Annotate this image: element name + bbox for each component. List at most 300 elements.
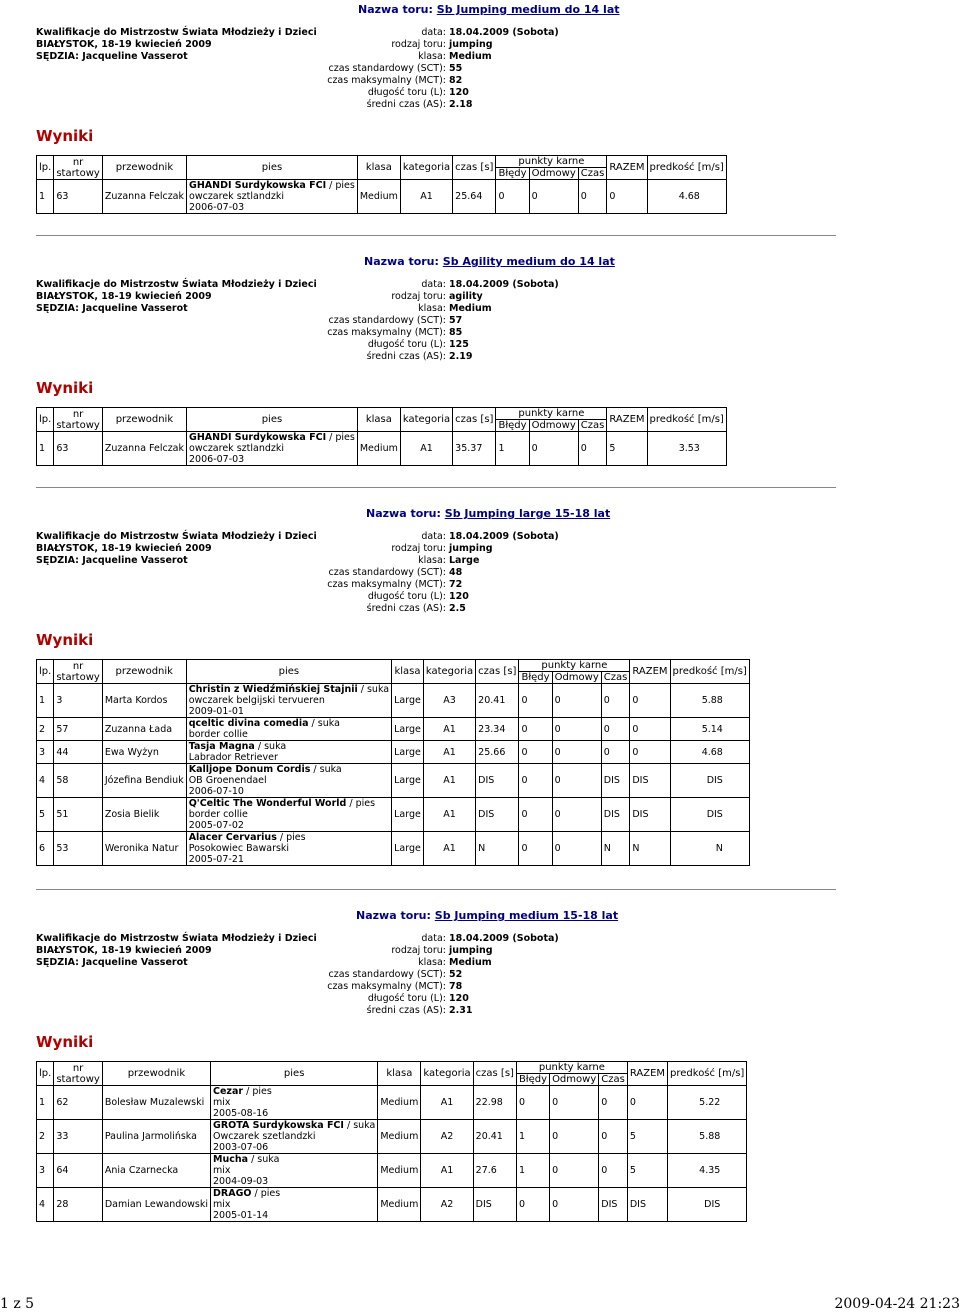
cell-category: A1 (423, 798, 475, 832)
cell-class: Large (392, 684, 424, 718)
cell-start-number: 33 (54, 1120, 103, 1154)
results-heading: Wyniki (36, 1033, 94, 1051)
results-heading: Wyniki (36, 631, 94, 649)
cell-class: Large (392, 798, 424, 832)
cell-start-number: 64 (54, 1154, 103, 1188)
cell-time-faults: 0 (599, 1086, 628, 1120)
cell-start-number: 62 (54, 1086, 103, 1120)
dog-name: Q'Celtic The Wonderful World (188, 798, 347, 809)
cell-lp: 1 (37, 180, 54, 214)
col-header-faults: Błędy (496, 168, 529, 180)
col-header-class: klasa (357, 156, 400, 180)
results-table (36, 1061, 747, 1222)
dog-birth-date: 2005-01-14 (213, 1210, 269, 1221)
dog-birth-date: 2006-07-03 (189, 202, 245, 213)
dog-breed: border collie (188, 809, 248, 820)
col-header-time: czas [s] (473, 1062, 516, 1086)
cell-faults: 0 (519, 684, 552, 718)
dog-name: Tasja Magna (188, 741, 255, 752)
col-header-penalties: punkty karne (519, 660, 630, 672)
event-header (36, 531, 317, 567)
cell-faults: 0 (516, 1188, 549, 1222)
cell-class: Large (392, 741, 424, 764)
cell-category: A1 (423, 741, 475, 764)
cell-time: 20.41 (473, 1120, 516, 1154)
event-judge: SĘDZIA: Jacqueline Vasserot (36, 555, 188, 566)
dog-sex: suka (353, 1120, 376, 1131)
col-header-refusals: Odmowy (550, 1074, 599, 1086)
cell-dog (186, 764, 391, 798)
col-header-lp: lp. (37, 660, 54, 684)
section-divider (36, 235, 836, 236)
col-header-nr-line1: nr (72, 1062, 84, 1074)
dog-sex: pies (335, 180, 355, 191)
col-header-time: czas [s] (453, 156, 496, 180)
cell-time: 25.66 (476, 741, 519, 764)
table-row (37, 1188, 747, 1222)
cell-refusals: 0 (552, 718, 601, 741)
col-header-penalties: punkty karne (496, 408, 607, 420)
event-place-date: BIAŁYSTOK, 18-19 kwiecień 2009 (36, 291, 212, 302)
results-table (36, 407, 727, 466)
cell-class: Medium (378, 1086, 421, 1120)
cell-total: 0 (607, 180, 647, 214)
cell-refusals: 0 (529, 432, 578, 466)
cell-handler: Zuzanna Łada (102, 718, 186, 741)
table-row (37, 180, 727, 214)
cell-faults: 0 (519, 718, 552, 741)
dog-breed: Labrador Retriever (188, 752, 278, 763)
col-header-total: RAZEM (607, 408, 647, 432)
dog-breed: OB Groenendael (188, 775, 267, 786)
course-section-1: Nazwa toru: Sb Jumping medium do 14 lat Kwalifikacje do Mistrzostw Świata Młodzieży i Dzieci BIAŁYSTOK, 18-19 kwiecień 2009 SĘDZIA: Jacqueline Vasserot data: 18.04.2009 (Sobota) rodzaj toru: jumping klasa: Medium czas standardowy (SCT): 55 czas maksymalny (MCT): 82 długość toru (L): 120 średni czas (AS): 2.18 Wyniki lp. nr startowy przewodnik pies klasa kategoria czas [s] punkty karne RAZEM predkość [m/s] Błędy Odmowy Czas 1 63 Zuzanna Felczak GHANDI Surdykowska FCI / pies owczarek sztlandzki 2006-07-03 Medium A1 25.64 0 0 0 0 4.68 (36, 0, 836, 235)
dog-sex: suka (317, 718, 340, 729)
results-heading: Wyniki (36, 379, 94, 397)
cell-category: A1 (400, 180, 452, 214)
col-header-faults: Błędy (496, 420, 529, 432)
table-row (37, 1120, 747, 1154)
col-header-dog: pies (187, 156, 358, 180)
cell-class: Medium (357, 180, 400, 214)
cell-total: DIS (630, 798, 670, 832)
cell-faults: 1 (496, 432, 529, 466)
col-header-dog: pies (211, 1062, 378, 1086)
event-judge: SĘDZIA: Jacqueline Vasserot (36, 957, 188, 968)
dog-birth-date: 2005-07-02 (188, 820, 244, 831)
cell-handler: Ewa Wyżyn (102, 741, 186, 764)
course-section-3: Nazwa toru: Sb Jumping large 15-18 lat Kwalifikacje do Mistrzostw Świata Młodzieży i Dzieci BIAŁYSTOK, 18-19 kwiecień 2009 SĘDZIA: Jacqueline Vasserot data: 18.04.2009 (Sobota) rodzaj toru: jumping klasa: Large czas standardowy (SCT): 48 czas maksymalny (MCT): 72 długość toru (L): 120 średni czas (AS): 2.5 Wyniki lp. nr startowy przewodnik pies klasa kategoria czas [s] punkty karne RAZEM predkość [m/s] Błędy Odmowy Czas 1 3 Marta Kordos Christin z Wiedźmińskiej Stajnii / suka owczarek belgijski tervueren 2009-01-01 Large A3 20.41 0 0 0 0 5.88 2 57 Zuzanna Łada qceltic divina comedia / suka border collie Large A1 23.34 0 0 0 0 5.14 3 44 Ewa Wyżyn Tasja Magna / suka Labrador Retriever Large A1 25.66 0 0 0 0 4.68 4 58 Józefina Bendiuk Kalljope Donum Cordis / suka OB Groenendael 2006-07-10 Large A1 DIS 0 0 DIS DIS DIS 5 51 Zosia Bielik Q'Celtic The Wonderful World / pies border collie 2005-07-02 Large A1 DIS 0 0 DIS DIS DIS 6 53 Weronika Natur Alacer Cervarius / pies Posokowiec Bawarski 2005-07-21 Large A1 N 0 0 N N N (36, 504, 836, 904)
col-header-dog: pies (187, 408, 358, 432)
table-row (37, 1086, 747, 1120)
cell-total: 5 (607, 432, 647, 466)
cell-time-faults: 0 (578, 180, 607, 214)
cell-speed: 4.35 (668, 1154, 747, 1188)
cell-time: 22.98 (473, 1086, 516, 1120)
cell-handler: Józefina Bendiuk (102, 764, 186, 798)
col-header-nr-line1: nr (72, 408, 84, 420)
cell-refusals: 0 (529, 180, 578, 214)
results-heading: Wyniki (36, 127, 94, 145)
col-header-time-faults: Czas (578, 168, 607, 180)
cell-time-faults: 0 (599, 1154, 628, 1188)
dog-breed: Owczarek szetlandzki (213, 1131, 316, 1142)
course-title: Nazwa toru: Sb Jumping large 15-18 lat (366, 507, 611, 520)
course-section-4: Nazwa toru: Sb Jumping medium 15-18 lat Kwalifikacje do Mistrzostw Świata Młodzieży i Dzieci BIAŁYSTOK, 18-19 kwiecień 2009 SĘDZIA: Jacqueline Vasserot data: 18.04.2009 (Sobota) rodzaj toru: jumping klasa: Medium czas standardowy (SCT): 52 czas maksymalny (MCT): 78 długość toru (L): 120 średni czas (AS): 2.31 Wyniki lp. nr startowy przewodnik pies klasa kategoria czas [s] punkty karne RAZEM predkość [m/s] Błędy Odmowy Czas 1 62 Bolesław Muzalewski Cezar / pies mix 2005-08-16 Medium A1 22.98 0 0 0 0 5.22 2 33 Paulina Jarmolińska GROTA Surdykowska FCI / suka Owczarek szetlandzki 2003-07-06 Medium A2 20.41 1 0 0 5 5.88 3 64 Ania Czarnecka Mucha / suka mix 2004-09-03 Medium A1 27.6 1 0 0 5 4.35 4 28 Damian Lewandowski DRAGO / pies mix 2005-01-14 Medium A2 DIS 0 0 DIS DIS DIS (36, 906, 836, 1236)
cell-total: DIS (627, 1188, 667, 1222)
col-header-class: klasa (378, 1062, 421, 1086)
course-title: Nazwa toru: Sb Jumping medium 15-18 lat (356, 909, 619, 922)
cell-class: Medium (378, 1120, 421, 1154)
col-header-refusals: Odmowy (529, 168, 578, 180)
table-row (37, 832, 750, 866)
cell-start-number: 63 (54, 180, 103, 214)
dog-name: DRAGO (213, 1188, 252, 1199)
cell-handler: Paulina Jarmolińska (102, 1120, 210, 1154)
table-row (37, 764, 750, 798)
cell-total: 0 (630, 684, 670, 718)
cell-refusals: 0 (550, 1120, 599, 1154)
cell-speed: 4.68 (647, 180, 726, 214)
col-header-speed: predkość [m/s] (670, 660, 749, 684)
cell-lp: 2 (37, 718, 54, 741)
event-place-date: BIAŁYSTOK, 18-19 kwiecień 2009 (36, 543, 212, 554)
cell-refusals: 0 (550, 1188, 599, 1222)
cell-handler: Zosia Bielik (102, 798, 186, 832)
cell-time-faults: 0 (578, 432, 607, 466)
dog-name-line: DRAGO / pies (213, 1188, 281, 1199)
table-row (37, 718, 750, 741)
dog-name-line: Kalljope Donum Cordis / suka (188, 764, 342, 775)
cell-refusals: 0 (552, 741, 601, 764)
col-header-penalties: punkty karne (516, 1062, 627, 1074)
col-header-category: kategoria (400, 156, 452, 180)
event-place-date: BIAŁYSTOK, 18-19 kwiecień 2009 (36, 39, 212, 50)
event-judge: SĘDZIA: Jacqueline Vasserot (36, 51, 188, 62)
course-section-2: Nazwa toru: Sb Agility medium do 14 lat Kwalifikacje do Mistrzostw Świata Młodzieży i Dzieci BIAŁYSTOK, 18-19 kwiecień 2009 SĘDZIA: Jacqueline Vasserot data: 18.04.2009 (Sobota) rodzaj toru: agility klasa: Medium czas standardowy (SCT): 57 czas maksymalny (MCT): 85 długość toru (L): 125 średni czas (AS): 2.19 Wyniki lp. nr startowy przewodnik pies klasa kategoria czas [s] punkty karne RAZEM predkość [m/s] Błędy Odmowy Czas 1 63 Zuzanna Felczak GHANDI Surdykowska FCI / pies owczarek sztlandzki 2006-07-03 Medium A1 35.37 1 0 0 5 3.53 (36, 252, 836, 487)
cell-faults: 0 (519, 832, 552, 866)
dog-birth-date: 2006-07-10 (188, 786, 244, 797)
col-header-time-faults: Czas (599, 1074, 628, 1086)
dog-name-line: Q'Celtic The Wonderful World / pies (188, 798, 376, 809)
col-header-nr-line1: nr (72, 660, 84, 672)
col-header-nr (54, 1062, 103, 1086)
col-header-lp: lp. (37, 408, 54, 432)
dog-name-line: GHANDI Surdykowska FCI / pies (189, 432, 355, 443)
dog-breed: owczarek sztlandzki (189, 191, 284, 202)
event-header (36, 933, 317, 969)
dog-birth-date: 2005-07-21 (188, 854, 244, 865)
event-name: Kwalifikacje do Mistrzostw Świata Młodzieży i Dzieci (36, 27, 317, 38)
cell-category: A1 (423, 718, 475, 741)
cell-handler: Marta Kordos (102, 684, 186, 718)
cell-dog (186, 798, 391, 832)
table-row (37, 684, 750, 718)
col-header-category: kategoria (423, 660, 475, 684)
col-header-handler: przewodnik (102, 156, 186, 180)
dog-breed: mix (213, 1165, 231, 1176)
cell-lp: 1 (37, 684, 54, 718)
cell-time-faults: 0 (599, 1120, 628, 1154)
course-name-link[interactable]: Sb Jumping large 15-18 lat (444, 507, 611, 520)
dog-name: GROTA Surdykowska FCI (213, 1120, 344, 1131)
cell-speed: N (670, 832, 749, 866)
cell-category: A1 (421, 1086, 473, 1120)
table-row (37, 741, 750, 764)
dog-name: Alacer Cervarius (188, 832, 277, 843)
dog-birth-date: 2005-08-16 (213, 1108, 269, 1119)
cell-speed: 3.53 (647, 432, 726, 466)
cell-handler: Zuzanna Felczak (102, 180, 186, 214)
event-name: Kwalifikacje do Mistrzostw Świata Młodzieży i Dzieci (36, 279, 317, 290)
event-judge: SĘDZIA: Jacqueline Vasserot (36, 303, 188, 314)
cell-faults: 0 (496, 180, 529, 214)
dog-name-line: Mucha / suka (213, 1154, 280, 1165)
dog-name: Mucha (213, 1154, 249, 1165)
dog-name: qceltic divina comedia (188, 718, 309, 729)
cell-start-number: 3 (54, 684, 103, 718)
cell-refusals: 0 (552, 764, 601, 798)
dog-name: GHANDI Surdykowska FCI (189, 180, 327, 191)
col-header-nr (54, 660, 103, 684)
dog-breed: mix (213, 1097, 231, 1108)
col-header-nr-line2: startowy (56, 671, 100, 683)
cell-speed: DIS (670, 764, 749, 798)
col-header-dog: pies (186, 660, 391, 684)
col-header-total: RAZEM (627, 1062, 667, 1086)
cell-time-faults: 0 (601, 741, 630, 764)
cell-faults: 0 (519, 764, 552, 798)
col-header-handler: przewodnik (102, 408, 186, 432)
cell-time: DIS (473, 1188, 516, 1222)
cell-total: N (630, 832, 670, 866)
cell-refusals: 0 (550, 1154, 599, 1188)
col-header-total: RAZEM (607, 156, 647, 180)
col-header-nr (54, 408, 103, 432)
cell-dog (211, 1188, 378, 1222)
cell-time-faults: DIS (599, 1188, 628, 1222)
col-header-time: czas [s] (476, 660, 519, 684)
cell-dog (186, 718, 391, 741)
results-table (36, 659, 750, 866)
footer-timestamp: 2009-04-24 21:23 (834, 1296, 960, 1312)
cell-time-faults: DIS (601, 764, 630, 798)
cell-start-number: 44 (54, 741, 103, 764)
cell-dog (211, 1120, 378, 1154)
table-row (37, 798, 750, 832)
dog-birth-date: 2006-07-03 (189, 454, 245, 465)
cell-lp: 4 (37, 1188, 54, 1222)
cell-lp: 2 (37, 1120, 54, 1154)
cell-category: A1 (423, 764, 475, 798)
section-divider (36, 889, 836, 890)
course-name-link[interactable]: Sb Jumping medium do 14 lat (436, 3, 620, 16)
cell-class: Large (392, 764, 424, 798)
dog-birth-date: 2004-09-03 (213, 1176, 269, 1187)
dog-sex: pies (252, 1086, 272, 1097)
dog-name-line: Cezar / pies (213, 1086, 272, 1097)
cell-start-number: 58 (54, 764, 103, 798)
dog-name: Kalljope Donum Cordis (188, 764, 311, 775)
col-header-nr (54, 156, 103, 180)
cell-total: 0 (627, 1086, 667, 1120)
course-name-link[interactable]: Sb Agility medium do 14 lat (442, 255, 615, 268)
col-header-handler: przewodnik (102, 660, 186, 684)
course-name-link[interactable]: Sb Jumping medium 15-18 lat (434, 909, 619, 922)
dog-sex: suka (264, 741, 287, 752)
cell-refusals: 0 (552, 832, 601, 866)
dog-name: Cezar (213, 1086, 244, 1097)
cell-faults: 0 (519, 798, 552, 832)
cell-dog (211, 1086, 378, 1120)
cell-total: 0 (630, 741, 670, 764)
cell-time: 35.37 (453, 432, 496, 466)
results-table (36, 155, 727, 214)
cell-time: 25.64 (453, 180, 496, 214)
cell-handler: Damian Lewandowski (102, 1188, 210, 1222)
cell-lp: 1 (37, 1086, 54, 1120)
cell-speed: 4.68 (670, 741, 749, 764)
col-header-nr-line2: startowy (56, 1073, 100, 1085)
cell-time: 23.34 (476, 718, 519, 741)
col-header-refusals: Odmowy (529, 420, 578, 432)
cell-class: Medium (378, 1154, 421, 1188)
dog-sex: pies (355, 798, 376, 809)
cell-faults: 0 (516, 1086, 549, 1120)
cell-time-faults: 0 (601, 684, 630, 718)
dog-name-line: GROTA Surdykowska FCI / suka (213, 1120, 376, 1131)
cell-lp: 4 (37, 764, 54, 798)
cell-dog (186, 741, 391, 764)
col-header-faults: Błędy (516, 1074, 549, 1086)
col-header-speed: predkość [m/s] (647, 156, 726, 180)
col-header-class: klasa (357, 408, 400, 432)
cell-category: A2 (421, 1120, 473, 1154)
dog-breed: Posokowiec Bawarski (188, 843, 290, 854)
event-name: Kwalifikacje do Mistrzostw Świata Młodzieży i Dzieci (36, 933, 317, 944)
cell-time-faults: 0 (601, 718, 630, 741)
cell-time: N (476, 832, 519, 866)
cell-category: A1 (423, 832, 475, 866)
dog-name-line: Alacer Cervarius / pies (188, 832, 306, 843)
cell-total: 5 (627, 1154, 667, 1188)
cell-start-number: 28 (54, 1188, 103, 1222)
cell-lp: 6 (37, 832, 54, 866)
col-header-speed: predkość [m/s] (647, 408, 726, 432)
dog-sex: pies (260, 1188, 281, 1199)
cell-start-number: 57 (54, 718, 103, 741)
cell-handler: Weronika Natur (102, 832, 186, 866)
cell-start-number: 53 (54, 832, 103, 866)
cell-speed: 5.88 (668, 1120, 747, 1154)
col-header-refusals: Odmowy (552, 672, 601, 684)
col-header-speed: predkość [m/s] (668, 1062, 747, 1086)
cell-dog (186, 684, 391, 718)
dog-name-line: qceltic divina comedia / suka (188, 718, 340, 729)
col-header-time-faults: Czas (601, 672, 630, 684)
cell-class: Medium (357, 432, 400, 466)
dog-sex: suka (257, 1154, 280, 1165)
event-header (36, 27, 317, 63)
col-header-handler: przewodnik (102, 1062, 210, 1086)
cell-lp: 3 (37, 1154, 54, 1188)
cell-faults: 1 (516, 1154, 549, 1188)
cell-speed: 5.14 (670, 718, 749, 741)
cell-category: A1 (400, 432, 452, 466)
col-header-lp: lp. (37, 1062, 54, 1086)
dog-sex: pies (335, 432, 355, 443)
dog-breed: mix (213, 1199, 231, 1210)
cell-time: 20.41 (476, 684, 519, 718)
col-header-nr-line1: nr (72, 156, 84, 168)
cell-time: 27.6 (473, 1154, 516, 1188)
col-header-category: kategoria (421, 1062, 473, 1086)
col-header-penalties: punkty karne (496, 156, 607, 168)
cell-speed: DIS (670, 798, 749, 832)
table-row (37, 1154, 747, 1188)
col-header-nr-line2: startowy (56, 167, 100, 179)
cell-refusals: 0 (552, 798, 601, 832)
cell-handler: Bolesław Muzalewski (102, 1086, 210, 1120)
dog-breed: border collie (188, 729, 248, 740)
cell-time-faults: DIS (601, 798, 630, 832)
col-header-nr-line2: startowy (56, 419, 100, 431)
cell-category: A2 (421, 1188, 473, 1222)
cell-time: DIS (476, 798, 519, 832)
cell-handler: Zuzanna Felczak (102, 432, 186, 466)
cell-lp: 3 (37, 741, 54, 764)
dog-name-line: Christin z Wiedźmińskiej Stajnii / suka (188, 684, 390, 695)
cell-time: DIS (476, 764, 519, 798)
cell-total: 0 (630, 718, 670, 741)
col-header-time: czas [s] (453, 408, 496, 432)
dog-birth-date: 2003-07-06 (213, 1142, 269, 1153)
cell-class: Medium (378, 1188, 421, 1222)
cell-refusals: 0 (550, 1086, 599, 1120)
cell-speed: DIS (668, 1188, 747, 1222)
cell-speed: 5.22 (668, 1086, 747, 1120)
cell-dog (211, 1154, 378, 1188)
cell-category: A3 (423, 684, 475, 718)
cell-total: DIS (630, 764, 670, 798)
cell-dog (186, 832, 391, 866)
cell-time-faults: N (601, 832, 630, 866)
col-header-category: kategoria (400, 408, 452, 432)
event-place-date: BIAŁYSTOK, 18-19 kwiecień 2009 (36, 945, 212, 956)
cell-lp: 5 (37, 798, 54, 832)
cell-class: Large (392, 832, 424, 866)
dog-name-line: Tasja Magna / suka (188, 741, 287, 752)
dog-sex: pies (286, 832, 306, 843)
cell-start-number: 63 (54, 432, 103, 466)
dog-name: GHANDI Surdykowska FCI (189, 432, 327, 443)
cell-start-number: 51 (54, 798, 103, 832)
cell-total: 5 (627, 1120, 667, 1154)
dog-name: Christin z Wiedźmińskiej Stajnii (188, 684, 358, 695)
cell-faults: 1 (516, 1120, 549, 1154)
cell-handler: Ania Czarnecka (102, 1154, 210, 1188)
col-header-class: klasa (392, 660, 424, 684)
dog-breed: owczarek sztlandzki (189, 443, 284, 454)
event-header (36, 279, 317, 315)
section-divider (36, 487, 836, 488)
col-header-total: RAZEM (630, 660, 670, 684)
cell-speed: 5.88 (670, 684, 749, 718)
dog-birth-date: 2009-01-01 (188, 706, 244, 717)
cell-dog (187, 432, 358, 466)
cell-lp: 1 (37, 432, 54, 466)
cell-faults: 0 (519, 741, 552, 764)
dog-sex: suka (366, 684, 390, 695)
